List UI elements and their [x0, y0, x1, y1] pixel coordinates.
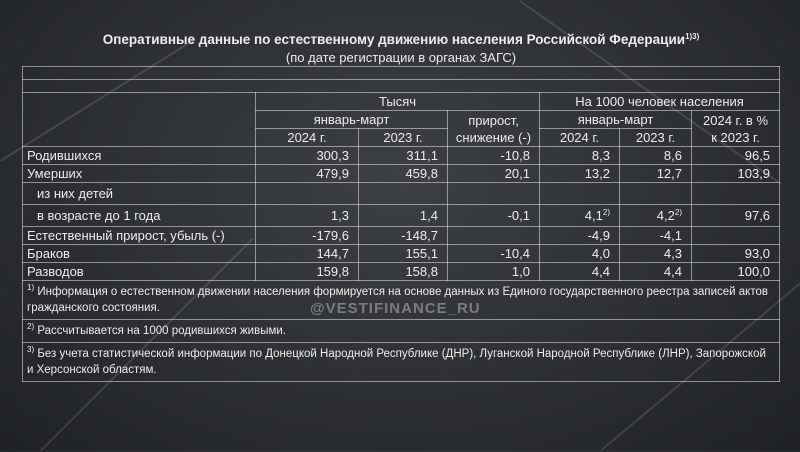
cell: 159,8: [256, 263, 359, 281]
cell: 459,8: [359, 165, 448, 183]
cell: 8,6: [620, 147, 692, 165]
header-per-1000: На 1000 человек населения: [540, 93, 780, 111]
statistics-sheet: [22, 24, 779, 424]
cell: -10,8: [448, 147, 540, 165]
cell: 20,1: [448, 165, 540, 183]
cell: 4,4: [620, 263, 692, 281]
table-row: [23, 147, 780, 165]
header-empty: [23, 93, 256, 147]
cell: 144,7: [256, 245, 359, 263]
cell: [448, 227, 540, 245]
header-jan-mar: январь-март: [256, 111, 448, 129]
header-growth: прирост, снижение (-): [448, 111, 540, 147]
header-2024-b: 2024 г.: [540, 129, 620, 147]
cell: 155,1: [359, 245, 448, 263]
row-label: Разводов: [23, 263, 256, 281]
footnote-3: $^{3)}$ Без учета статистической информации по Донецкой Народной Республике (ДНР), Луганской Народной Республике (ЛНР), Запорожской и Херсонской областям.: [23, 343, 780, 382]
footnote-1: $^{1)}$ Информация о естественном движении населения формируется на основе данных из Единого государственного реестра записей актов гражданского состояния.: [23, 281, 780, 320]
cell: 93,0: [692, 245, 780, 263]
cell: 4,0: [540, 245, 620, 263]
cell: 311,1: [359, 147, 448, 165]
table-row: [23, 227, 780, 245]
cell: -4,9: [540, 227, 620, 245]
header-2023-b: 2023 г.: [620, 129, 692, 147]
cell: 1,4: [359, 205, 448, 227]
cell: 12,7: [620, 165, 692, 183]
row-label: Браков: [23, 245, 256, 263]
table-row: [23, 263, 780, 281]
row-label: из них детей: [23, 183, 256, 205]
cell: 96,5: [692, 147, 780, 165]
table-row: [23, 165, 780, 183]
cell: 4,2$^{2)}$: [620, 205, 692, 227]
cell: 13,2: [540, 165, 620, 183]
header-2023: 2023 г.: [359, 129, 448, 147]
table-title: Оперативные данные по естественному движению населения Российской Федерации$^{1)3)}$: [102, 31, 700, 47]
header-jan-mar-2: январь-март: [540, 111, 692, 129]
cell: -179,6: [256, 227, 359, 245]
table-row: [23, 205, 780, 227]
table-row: [23, 183, 780, 205]
cell: -4,1: [620, 227, 692, 245]
cell: 97,6: [692, 205, 780, 227]
cell: 300,3: [256, 147, 359, 165]
cell: 479,9: [256, 165, 359, 183]
watermark-text: @VESTIFINANCE_RU: [310, 300, 481, 317]
header-thousand: Тысяч: [256, 93, 540, 111]
header-2024: 2024 г.: [256, 129, 359, 147]
row-label: Умерших: [23, 165, 256, 183]
cell: 1,0: [448, 263, 540, 281]
cell: -10,4: [448, 245, 540, 263]
population-table: [22, 24, 780, 382]
cell: 158,8: [359, 263, 448, 281]
cell: 4,4: [540, 263, 620, 281]
cell: 4,1$^{2)}$: [540, 205, 620, 227]
row-label: в возрасте до 1 года: [23, 205, 256, 227]
cell: 1,3: [256, 205, 359, 227]
row-label: Естественный прирост, убыль (-): [23, 227, 256, 245]
table-row: [23, 245, 780, 263]
cell: 100,0: [692, 263, 780, 281]
cell: 4,3: [620, 245, 692, 263]
header-percent: 2024 г. в % к 2023 г.: [692, 111, 780, 147]
cell: 103,9: [692, 165, 780, 183]
table-subtitle: (по дате регистрации в органах ЗАГС): [285, 49, 517, 65]
cell: -0,1: [448, 205, 540, 227]
cell: -148,7: [359, 227, 448, 245]
footnote-2: $^{2)}$ Рассчитывается на 1000 родившихся живыми.: [23, 320, 780, 343]
row-label: Родившихся: [23, 147, 256, 165]
cell: 8,3: [540, 147, 620, 165]
cell: [692, 227, 780, 245]
